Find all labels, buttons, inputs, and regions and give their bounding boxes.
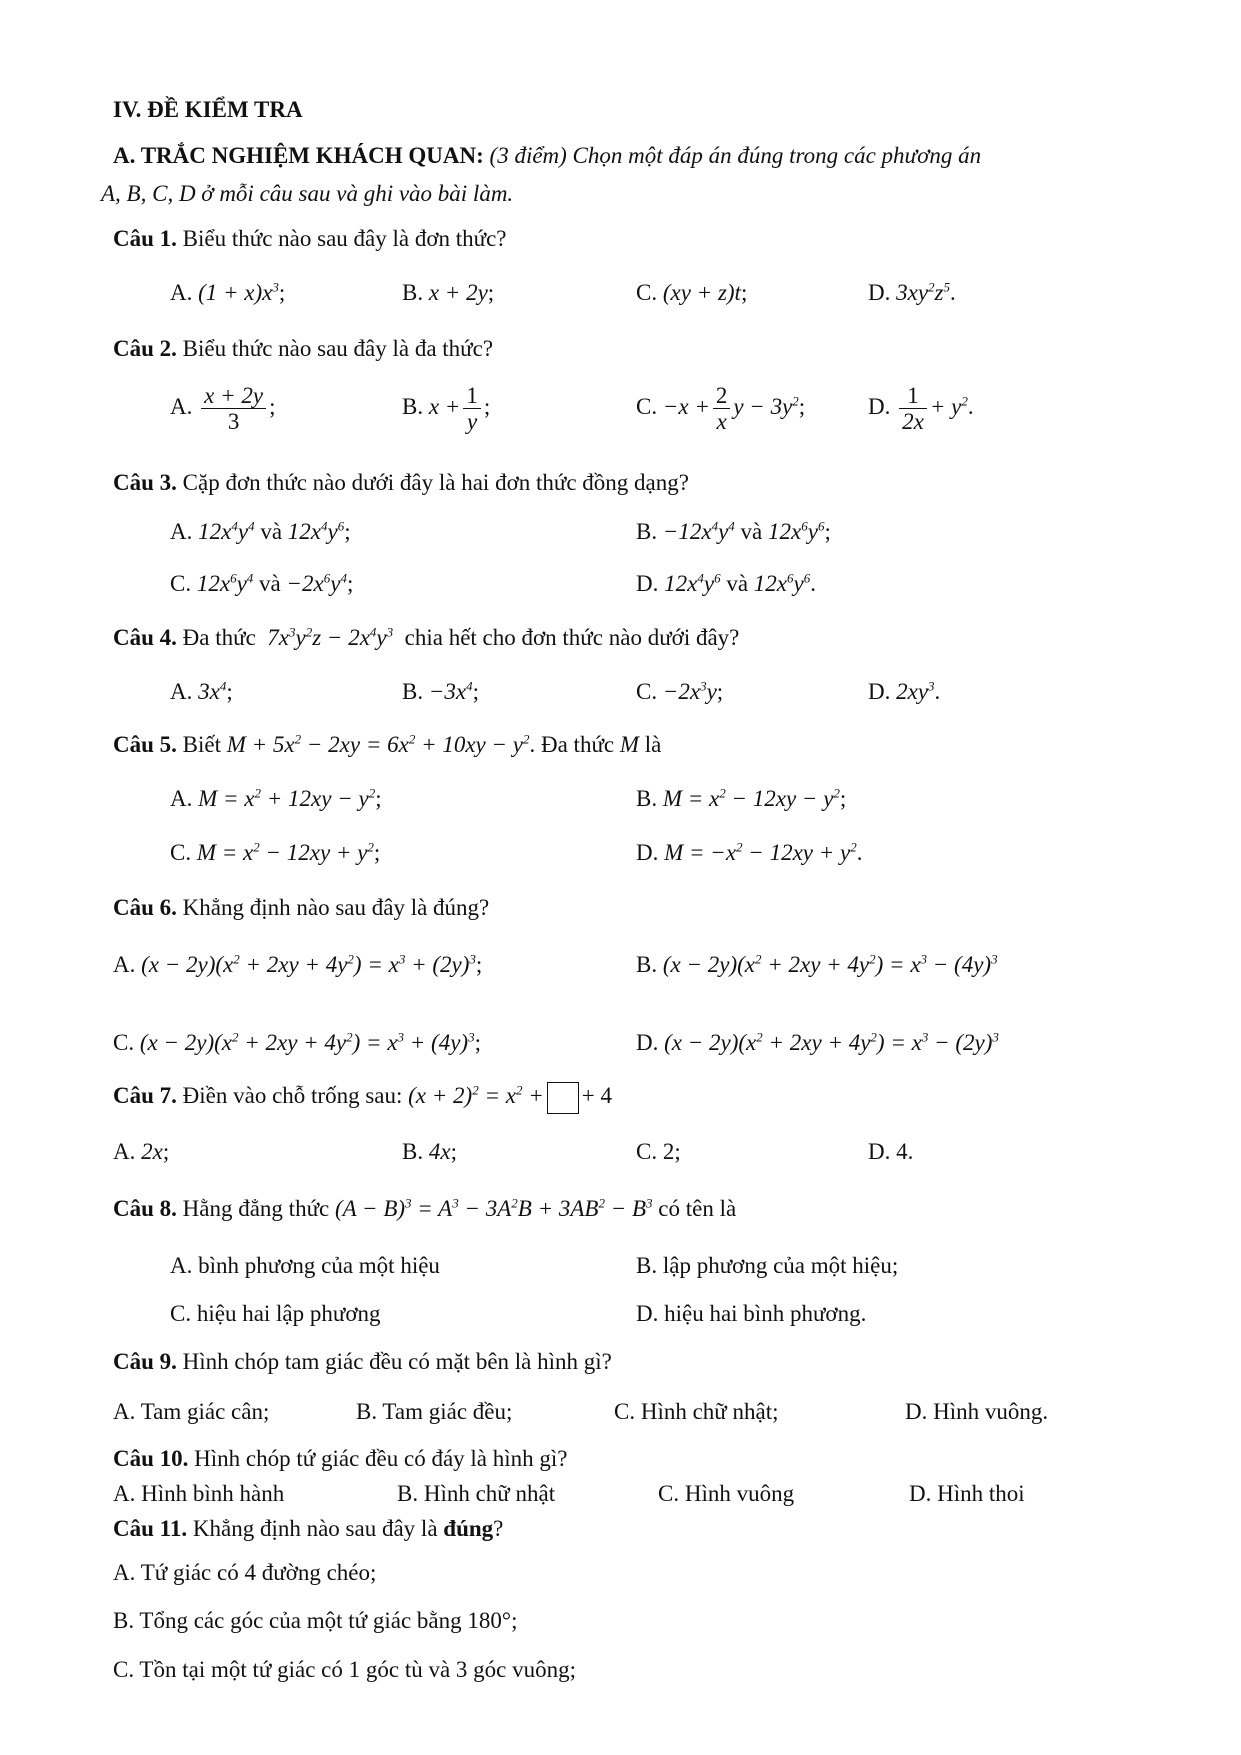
q4-option-a[interactable]: A. $3x^4$; (170, 678, 233, 704)
question-label: Câu 11. (113, 1516, 188, 1541)
question-emphasis: đúng (443, 1516, 494, 1541)
question-4: Câu 4. Đa thức $7x^3y^2z - 2x^4y^3$ chia hết cho đơn thức nào dưới đây? (113, 624, 740, 650)
q2-option-a[interactable]: A. $\frac{x + 2y}{3}$ ; (170, 383, 276, 435)
q3-option-a[interactable]: A. $12x^4y^4$ và $12x^4y^6$; (170, 518, 351, 544)
q1-option-c[interactable]: C. (xy + z)t; (636, 280, 748, 305)
question-text: Biểu thức nào sau đây là đơn thức? (182, 226, 507, 251)
q6-option-b[interactable]: B. $(x - 2y)(x^2 + 2xy + 4y^2) = x^3 - (4y)^3$ (636, 951, 998, 977)
q5-option-c[interactable]: C. $M = x^2 - 12xy + y^2$; (170, 839, 381, 865)
part-a-heading: A. TRẮC NGHIỆM KHÁCH QUAN: (113, 143, 484, 168)
question-10 (113, 1444, 568, 1474)
part-a-instruction-1: (3 điểm) Chọn một đáp án đúng trong các phương án (489, 143, 982, 168)
q9-option-c[interactable]: C. Hình chữ nhật; (614, 1399, 779, 1424)
question-text: Hình chóp tam giác đều có mặt bên là hình gì? (182, 1349, 612, 1374)
question-2 (113, 334, 493, 364)
q9-option-b[interactable]: B. Tam giác đều; (356, 1399, 513, 1424)
q9-option-d[interactable]: D. Hình vuông. (905, 1399, 1049, 1424)
question-3 (113, 468, 689, 498)
blank-box[interactable] (547, 1082, 579, 1114)
q9-option-a[interactable]: A. Tam giác cân; (113, 1399, 270, 1424)
question-text: Biểu thức nào sau đây là đa thức? (182, 336, 494, 361)
q7-option-c[interactable]: C. 2; (636, 1139, 681, 1164)
q2-option-c[interactable]: C. −x + $\frac{2}{x}$ $y - 3y^2$; (636, 383, 806, 435)
q11-option-c[interactable]: C. Tồn tại một tứ giác có 1 góc tù và 3 góc vuông; (113, 1657, 577, 1682)
question-8: Câu 8. Hằng đẳng thức $(A - B)^3 = A^3 - 3A^2B + 3AB^2 - B^3$ có tên là (113, 1195, 737, 1221)
q5-option-b[interactable]: B. $M = x^2 - 12xy - y^2$; (636, 785, 847, 811)
question-6 (113, 893, 489, 923)
q11-option-b[interactable]: B. Tổng các góc của một tứ giác bằng 180°; (113, 1608, 518, 1633)
q8-option-d[interactable]: D. hiệu hai bình phương. (636, 1301, 867, 1326)
q8-option-b[interactable]: B. lập phương của một hiệu; (636, 1253, 899, 1278)
q2-option-d[interactable]: D. $\frac{1}{2x}$ + $y^2$. (868, 383, 974, 435)
question-text: Khẳng định nào sau đây là (192, 1516, 438, 1541)
q10-option-a[interactable]: A. Hình bình hành (113, 1481, 285, 1506)
q5-option-a[interactable]: A. $M = x^2 + 12xy - y^2$; (170, 785, 382, 811)
q4-option-b[interactable]: B. $-3x^4$; (402, 678, 479, 704)
q6-option-a[interactable]: A. $(x - 2y)(x^2 + 2xy + 4y^2) = x^3 + (2y)^3$; (113, 951, 483, 977)
question-label: Câu 2. (113, 336, 177, 361)
question-11 (113, 1514, 503, 1544)
part-a-heading-line (113, 141, 981, 171)
question-9 (113, 1347, 612, 1377)
q5-option-d[interactable]: D. $M = -x^2 - 12xy + y^2$. (636, 839, 863, 865)
q4-option-c[interactable]: C. $-2x^3y$; (636, 678, 724, 704)
question-label: Câu 9. (113, 1349, 177, 1374)
q3-option-c[interactable]: C. $12x^6y^4$ và $-2x^6y^4$; (170, 570, 354, 596)
q10-option-b[interactable]: B. Hình chữ nhật (397, 1481, 556, 1506)
q3-option-d[interactable]: D. $12x^4y^6$ và $12x^6y^6$. (636, 570, 816, 596)
question-text-end: ? (493, 1516, 504, 1541)
question-label: Câu 3. (113, 470, 177, 495)
q1-option-d[interactable]: D. $3xy^2z^5$. (868, 279, 956, 305)
question-7: Câu 7. Điền vào chỗ trống sau: $(x + 2)^2 = x^2$ + + 4 (113, 1081, 612, 1114)
q3-option-b[interactable]: B. $-12x^4y^4$ và $12x^6y^6$; (636, 518, 831, 544)
q6-option-c[interactable]: C. $(x - 2y)(x^2 + 2xy + 4y^2) = x^3 + (4y)^3$; (113, 1029, 481, 1055)
q7-option-b[interactable]: B. 4x; (402, 1139, 457, 1164)
q2-option-b[interactable]: B. x + $\frac{1}{y}$ ; (402, 383, 491, 435)
question-text: Khẳng định nào sau đây là đúng? (182, 895, 490, 920)
question-1 (113, 224, 507, 254)
q8-option-a[interactable]: A. bình phương của một hiệu (170, 1253, 440, 1278)
question-label: Câu 10. (113, 1446, 189, 1471)
q10-option-c[interactable]: C. Hình vuông (658, 1481, 795, 1506)
q4-option-d[interactable]: D. $2xy^3$. (868, 678, 941, 704)
q1-option-b[interactable]: B. x + 2y; (402, 280, 495, 305)
question-label: Câu 1. (113, 226, 177, 251)
q7-option-d[interactable]: D. 4. (868, 1139, 914, 1164)
question-label: Câu 6. (113, 895, 177, 920)
q10-option-d[interactable]: D. Hình thoi (909, 1481, 1025, 1506)
q6-option-d[interactable]: D. $(x - 2y)(x^2 + 2xy + 4y^2) = x^3 - (2y)^3$ (636, 1029, 999, 1055)
question-text: Hình chóp tứ giác đều có đáy là hình gì? (194, 1446, 568, 1471)
q1-option-a[interactable]: A. $(1 + x)x^3$; (170, 279, 286, 305)
part-a-instruction-2: A, B, C, D ở mỗi câu sau và ghi vào bài làm. (101, 181, 514, 206)
section-title: IV. ĐỀ KIỂM TRA (113, 97, 303, 122)
question-5: Câu 5. Biết $M + 5x^2 - 2xy = 6x^2 + 10xy - y^2$. Đa thức M là (113, 731, 662, 757)
q11-option-a[interactable]: A. Tứ giác có 4 đường chéo; (113, 1560, 377, 1585)
q8-option-c[interactable]: C. hiệu hai lập phương (170, 1301, 381, 1326)
question-text: Cặp đơn thức nào dưới đây là hai đơn thức đồng dạng? (182, 470, 689, 495)
q7-option-a[interactable]: A. 2x; (113, 1139, 170, 1164)
